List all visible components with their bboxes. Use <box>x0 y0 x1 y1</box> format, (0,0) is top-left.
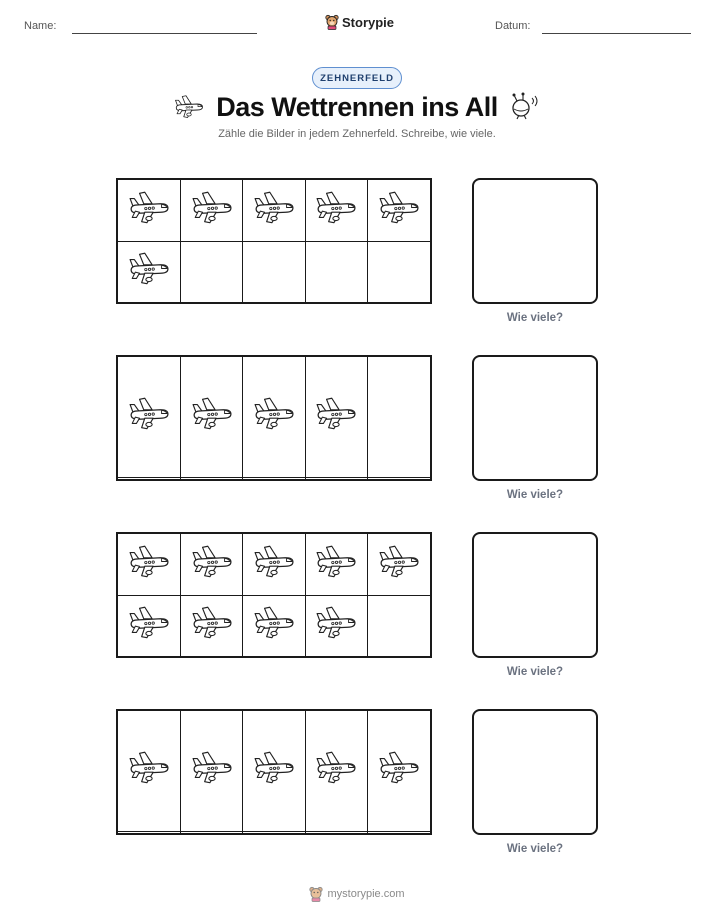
ten-frame-cell <box>118 711 180 831</box>
ten-frame-cell <box>243 534 305 595</box>
ten-frame-cell <box>243 180 305 241</box>
airplane-icon <box>378 751 420 785</box>
ten-frame-cell <box>368 711 430 831</box>
airplane-icon <box>191 606 233 640</box>
instructions: Zähle die Bilder in jedem Zehnerfeld. Schreibe, wie viele. <box>218 128 496 140</box>
airplane-icon <box>191 751 233 785</box>
ten-frame-cell <box>243 357 305 477</box>
ten-frame-cell <box>118 595 180 656</box>
how-many-label-3: Wie viele? <box>506 666 564 678</box>
name-line[interactable] <box>72 33 257 34</box>
airplane-icon <box>128 191 170 225</box>
ten-frame-cell <box>368 241 430 302</box>
airplane-icon <box>315 606 357 640</box>
footer-url[interactable]: mystorypie.com <box>327 888 405 900</box>
ten-frame-cell <box>243 595 305 656</box>
airplane-icon <box>378 191 420 225</box>
ten-frame-cell <box>305 534 367 595</box>
ten-frame-cell <box>368 831 430 833</box>
ten-frame-cell <box>305 711 367 831</box>
bear-icon <box>325 14 339 30</box>
how-many-label-4: Wie viele? <box>506 843 564 855</box>
ten-frame-cell <box>243 241 305 302</box>
how-many-label-1: Wie viele? <box>506 312 564 324</box>
ten-frame-cell <box>118 534 180 595</box>
airplane-icon <box>253 545 295 579</box>
airplane-icon <box>128 397 170 431</box>
airplane-icon <box>128 606 170 640</box>
page-title-text: Das Wettrennen ins All <box>216 92 498 122</box>
ten-frame-cell <box>305 595 367 656</box>
ten-frame-cell <box>305 477 367 479</box>
airplane-icon <box>253 751 295 785</box>
how-many-label-2: Wie viele? <box>506 489 564 501</box>
ten-frame-cell <box>368 595 430 656</box>
name-label: Name: <box>24 20 57 32</box>
ten-frame-cell <box>180 534 242 595</box>
answer-box-3[interactable] <box>472 532 598 658</box>
ten-frame-cell <box>243 711 305 831</box>
brand-name: Storypie <box>342 14 395 30</box>
ten-frame-cell <box>180 711 242 831</box>
ten-frame-cell <box>180 477 242 479</box>
footer <box>0 886 714 902</box>
ten-frame-cell <box>180 831 242 833</box>
ten-frame-cell <box>305 180 367 241</box>
page-title <box>0 92 714 123</box>
date-line[interactable] <box>542 33 691 34</box>
ten-frame-cell <box>118 831 180 833</box>
bear-icon <box>309 886 323 902</box>
ten-frame-cell <box>180 180 242 241</box>
airplane-icon <box>315 545 357 579</box>
worksheet-type-badge: ZEHNERFELD <box>312 67 402 89</box>
ten-frame-4 <box>116 709 432 835</box>
answer-box-2[interactable] <box>472 355 598 481</box>
ten-frame-cell <box>368 357 430 477</box>
ten-frame-cell <box>368 477 430 479</box>
brand-logo <box>325 14 394 30</box>
ten-frame-cell <box>368 534 430 595</box>
ten-frame-cell <box>180 357 242 477</box>
ten-frame-cell <box>118 477 180 479</box>
ten-frame-3 <box>116 532 432 658</box>
airplane-icon <box>128 545 170 579</box>
ten-frame-cell <box>243 831 305 833</box>
airplane-icon <box>253 606 295 640</box>
airplane-icon <box>253 397 295 431</box>
ten-frame-cell <box>180 241 242 302</box>
ten-frame-2 <box>116 355 432 481</box>
airplane-icon <box>315 397 357 431</box>
airplane-icon <box>315 191 357 225</box>
ten-frame-cell <box>118 357 180 477</box>
airplane-icon <box>378 545 420 579</box>
ten-frame-1 <box>116 178 432 304</box>
ten-frame-cell <box>118 180 180 241</box>
ten-frame-cell <box>368 180 430 241</box>
answer-box-1[interactable] <box>472 178 598 304</box>
ten-frame-cell <box>118 241 180 302</box>
airplane-icon <box>191 397 233 431</box>
ten-frame-cell <box>305 357 367 477</box>
ten-frame-cell <box>305 241 367 302</box>
airplane-icon <box>191 191 233 225</box>
ten-frame-cell <box>305 831 367 833</box>
airplane-icon <box>191 545 233 579</box>
ten-frame-cell <box>180 595 242 656</box>
satellite-icon <box>508 92 542 120</box>
ten-frame-cell <box>243 477 305 479</box>
answer-box-4[interactable] <box>472 709 598 835</box>
date-label: Datum: <box>495 20 531 32</box>
airplane-icon <box>128 252 170 286</box>
title-satellite-icon <box>508 92 542 125</box>
airplane-icon <box>253 191 295 225</box>
airplane-icon <box>315 751 357 785</box>
airplane-icon <box>128 751 170 785</box>
